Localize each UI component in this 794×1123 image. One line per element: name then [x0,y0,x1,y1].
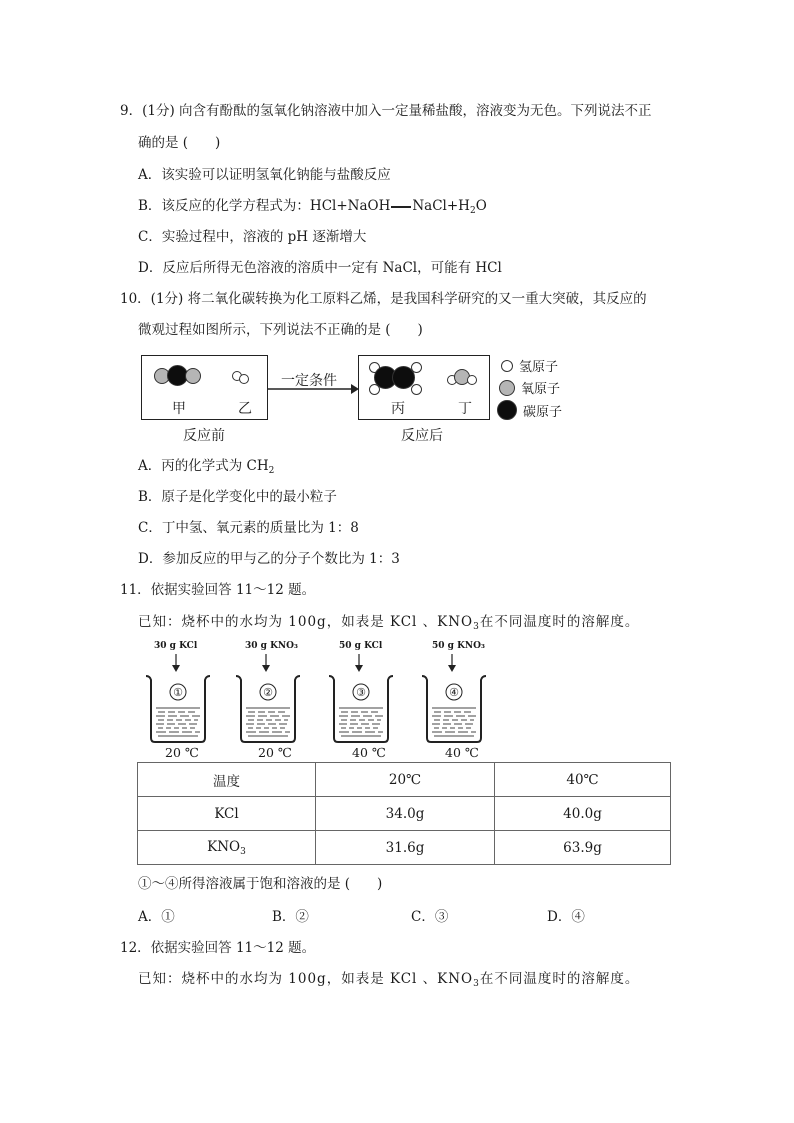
q11-choice-d: D．④ [547,909,585,925]
beaker-3-label: 50 g KCl [339,641,383,651]
hydrogen-atom-icon [501,360,513,372]
table-cell: 63.9g [495,831,671,865]
q9-stem-line2: 确的是 ( ) [138,135,221,151]
q10-option-a [138,456,274,481]
beaker-icon [232,652,304,744]
arrow-label: 一定条件 [281,373,337,389]
q11-known-suffix: 在不同温度时的溶解度。 [479,614,640,630]
legend-oxygen [499,378,560,397]
reaction-after-box [358,355,490,420]
legend-hydrogen [501,356,558,375]
table-cell: 40.0g [495,797,671,831]
equals-sign-icon [391,206,411,208]
q11-known [138,612,639,637]
table-header-row [138,763,671,797]
reaction-arrow-icon [267,383,359,395]
q10-option-a-prefix: A．丙的化学式为 CH [138,458,269,474]
beaker-1-label: 30 g KCl [154,641,198,651]
hydrogen-atom-icon [411,362,422,373]
hydrogen-atom-icon [411,384,422,395]
beaker-2-label: 30 g KNO₃ [245,641,298,651]
oxygen-atom-icon [499,380,515,396]
q9-option-b-suffix: O [475,198,487,214]
oxygen-atom-icon [185,368,201,384]
beaker-3-num: ③ [356,686,366,699]
beaker-1-num: ① [173,686,183,699]
q9-option-b-prefix: B．该反应的化学方程式为：HCl+NaOH [138,198,391,214]
q11-choice-c: C．③ [411,909,449,925]
solubility-table [137,762,671,865]
reaction-before-box [141,355,268,420]
q12-stem: 12．依据实验回答 11～12 题。 [120,940,316,956]
q10-option-b: B．原子是化学变化中的最小粒子 [138,489,337,505]
beaker-4-label: 50 g KNO₃ [432,641,485,651]
q11-stem: 11．依据实验回答 11～12 题。 [120,582,316,598]
q10-option-d: D．参加反应的甲与乙的分子个数比为 1：3 [138,551,400,567]
legend-carbon [497,400,562,420]
carbon-atom-icon [497,400,517,420]
table-cell: 40℃ [495,763,671,797]
beaker-icon [418,652,490,744]
q9-option-b [138,196,487,221]
q9-stem-line1: 9．(1分) 向含有酚酞的氢氧化钠溶液中加入一定量稀盐酸，溶液变为无色。下列说法不正 [120,103,652,119]
q12-known-prefix: 已知：烧杯中的水均为 100g，如表是 KCl 、KNO [138,971,474,987]
table-cell [138,831,316,865]
q11-choice-a: A．① [138,909,175,925]
table-cell: 34.0g [316,797,495,831]
q11-question: ①～④所得溶液属于饱和溶液的是 ( ) [138,876,383,892]
q12-known-sub: 3 [473,979,480,989]
q11-choice-b: B．② [272,909,309,925]
hydrogen-atom-icon [239,374,249,384]
q9-option-c: C．实验过程中，溶液的 pH 逐渐增大 [138,229,367,245]
q12-known-suffix: 在不同温度时的溶解度。 [479,971,640,987]
table-row [138,797,671,831]
q9-option-a: A．该实验可以证明氢氧化钠能与盐酸反应 [138,167,391,183]
beaker-1-temp: 20 ℃ [165,745,199,760]
beaker-3-temp: 40 ℃ [352,745,386,760]
table-cell: 31.6g [316,831,495,865]
label-yi: 乙 [238,401,252,417]
after-caption: 反应后 [401,428,443,444]
legend-hydrogen-label: 氢原子 [519,360,559,375]
table-cell-kno3-sub: 3 [240,846,246,857]
hydrogen-atom-icon [467,375,477,385]
q10-stem-line2: 微观过程如图所示，下列说法不正确的是 ( ) [138,322,423,338]
beaker-2-num: ② [263,686,273,699]
beaker-2-temp: 20 ℃ [258,745,292,760]
q10-option-c: C．丁中氢、氧元素的质量比为 1：8 [138,520,359,536]
beaker-icon [325,652,397,744]
beaker-icon [142,652,214,744]
q9-option-b-sub: 2 [469,206,476,216]
before-caption: 反应前 [183,428,225,444]
q9-option-b-mid: NaCl+H [412,198,470,214]
q11-known-prefix: 已知：烧杯中的水均为 100g，如表是 KCl 、KNO [138,614,474,630]
table-cell: 20℃ [316,763,495,797]
table-row [138,831,671,865]
q12-known [138,969,639,994]
q11-known-sub: 3 [473,622,480,632]
table-cell: 温度 [138,763,316,797]
table-cell: KCl [138,797,316,831]
q10-stem-line1: 10．(1分) 将二氧化碳转换为化工原料乙烯，是我国科学研究的又一重大突破，其反应的 [120,291,647,307]
label-ding: 丁 [458,401,472,417]
q9-option-d: D．反应后所得无色溶液的溶质中一定有 NaCl，可能有 HCl [138,260,502,276]
q10-option-a-sub: 2 [268,466,275,476]
beaker-4-temp: 40 ℃ [445,745,479,760]
beaker-4-num: ④ [449,686,459,699]
legend-oxygen-label: 氧原子 [521,382,561,397]
table-cell-kno3: KNO [207,838,241,855]
legend-carbon-label: 碳原子 [523,404,563,420]
label-bing: 丙 [391,401,405,417]
label-jia: 甲 [172,401,186,417]
